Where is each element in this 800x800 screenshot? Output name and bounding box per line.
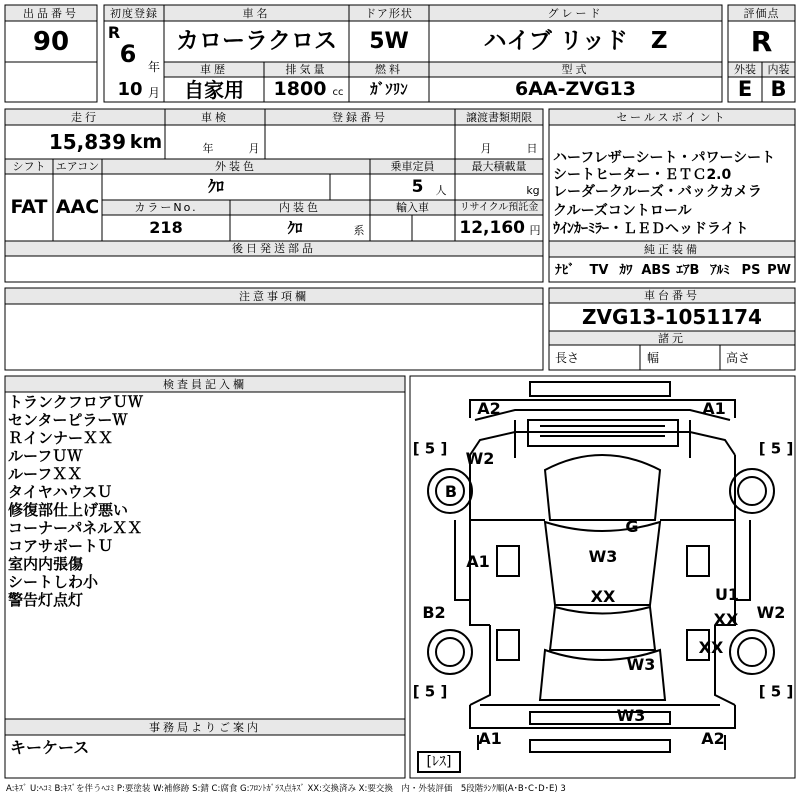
sales-point-line: シートヒーター・ＥＴＣ2.0 [553,167,732,183]
registration-number-label: 登録番号 [332,110,388,124]
inspector-notes-label: 検査員記入欄 [163,377,247,391]
damage-mark: W3 [588,547,618,566]
sales-point-line: レーダークルーズ・バックカメラ [553,184,762,200]
history-label: 車歴 [200,63,228,76]
first-registration-label: 初度登録 [110,6,158,20]
inspector-note-line: センターピラーＷ [8,411,128,429]
cc-unit: cc [332,87,344,98]
equipment-label: 純正装備 [644,242,700,256]
later-parts-label: 後日発送部品 [232,242,316,255]
month-unit: 月 [147,86,160,100]
ac-label: エアコン [55,160,100,173]
inspection-year-unit: 年 [202,141,214,155]
interior-score: B [770,77,787,101]
office-notice: キーケース [10,738,90,757]
inspector-note-line: シートしわ小 [8,573,99,591]
transfer-docs-label: 譲渡書類期限 [466,110,532,124]
chassis-number: ZVG13-1051174 [582,305,762,329]
interior-color-unit: 系 [353,223,365,237]
max-load-unit: kg [526,183,540,197]
inspector-note-line: トランクフロアＵＷ [8,393,143,411]
specs-label: 諸元 [658,331,686,345]
equipment-item: ｴｱB [676,262,700,278]
legend: A:ｷｽﾞ U:ﾍｺﾐ B:ｷｽﾞを伴うﾍｺﾐ P:要塗装 W:補修跡 S:錆 C:腐食 G:ﾌﾛﾝﾄｶﾞﾗｽ点ｷｽﾞ XX:交換済み X:要交換 内・外装評価 5段階ﾗﾝｸ順(A･B･C･D･E) 3 [6,784,566,794]
equipment-item: ﾅﾋﾞ [555,262,575,278]
office-notice-label: 事務局よりご案内 [149,720,261,734]
interior-color-label: 内装色 [279,201,321,214]
displacement-label: 排気量 [285,63,328,76]
grade: ハイブ リッド Z [483,28,668,54]
door-type-label: ドア形状 [365,6,413,20]
damage-mark: A1 [702,399,726,418]
registration-month: 10 [117,79,143,100]
history: 自家用 [184,77,244,102]
grade-label: グレード [547,6,604,20]
inspector-note-line: ルーフＸＸ [8,465,83,483]
interior-color: ｸﾛ [287,218,303,237]
car-name: カローラクロス [176,28,337,54]
exterior-score: E [737,77,753,101]
inspector-note-line: 修復部仕上げ悪い [8,501,129,519]
mileage: 15,839 [48,130,126,154]
import-label: 輸入車 [396,201,429,214]
height-label: 高さ [726,351,751,365]
spare-tire: [ﾚｽ] [426,754,452,770]
sales-points-label: セールスポイント [616,110,728,124]
equipment-item: ｱﾙﾐ [710,262,730,278]
equipment-item: ABS [641,262,671,278]
inspection-label: 車検 [201,110,229,124]
sales-point-line: クルーズコントロール [553,203,692,219]
damage-mark: U1 [714,585,740,604]
shift: FAT [10,196,48,218]
transfer-day-unit: 日 [526,141,538,155]
door-type: 5W [369,28,409,54]
color-number-label: カラーNo. [134,201,198,214]
era: R [107,23,121,42]
score: R [750,24,773,58]
damage-mark: W2 [756,603,786,622]
recycle-fee-unit: 円 [529,223,541,237]
damage-mark: XX [590,587,616,606]
inspector-note-line: 警告灯点灯 [8,591,84,609]
recycle-fee: 12,160 [459,217,525,238]
damage-mark: A1 [466,552,490,571]
inspector-note-line: コーナーパネルＸＸ [8,519,143,537]
inspector-note-line: コアサポートＵ [8,537,114,555]
capacity-unit: 人 [435,183,447,197]
damage-mark: B [444,482,458,501]
damage-mark: B2 [422,603,446,622]
mileage-label: 走行 [71,110,99,124]
registration-year: 6 [119,40,137,68]
car-name-label: 車名 [242,6,271,20]
recycle-fee-label: リサイクル預託金 [459,201,539,213]
equipment-item: ｶﾜ [619,262,633,278]
exterior-color: ｸﾛ [207,177,224,196]
capacity-label: 乗車定員 [390,160,435,173]
tire-tread-rear-left: [ 5 ] [412,682,448,701]
tire-tread-front-left: [ 5 ] [412,439,448,458]
damage-mark: W2 [465,449,495,468]
transfer-month-unit: 月 [480,141,492,155]
exterior-score-label: 外装 [734,63,756,76]
tire-tread-rear-right: [ 5 ] [758,682,794,701]
equipment-item: TV [589,262,609,278]
damage-mark: A2 [701,729,725,748]
score-label: 評価点 [743,6,780,20]
lot-number-label: 出品番号 [23,6,79,20]
damage-mark: XX [713,610,739,629]
model-code-label: 型式 [561,63,590,76]
inspector-note-line: 室内内張傷 [8,555,84,573]
color-number: 218 [149,218,183,237]
tire-tread-front-right: [ 5 ] [758,439,794,458]
max-load-label: 最大積載量 [471,160,527,173]
sales-point-line: ｳｲﾝｶｰﾐﾗｰ・ＬＥＤヘッドライト [553,221,749,237]
lot-number: 90 [32,26,70,57]
inspector-note-line: タイヤハウスＵ [8,483,113,501]
chassis-number-label: 車台番号 [644,289,700,302]
sales-point-line: ハーフレザーシート・パワーシート [553,150,776,166]
inspection-month-unit: 月 [248,141,260,155]
inspector-note-line: ＲインナーＸＸ [8,429,114,447]
length-label: 長さ [555,351,580,365]
exterior-color-label: 外装色 [215,160,257,173]
damage-mark: G [625,517,639,536]
notes-label: 注意事項欄 [239,289,309,303]
damage-mark: W3 [616,706,646,725]
equipment-item: PS [741,262,761,278]
damage-mark: XX [698,638,724,657]
year-unit: 年 [147,60,160,74]
fuel: ｶﾞｿﾘﾝ [370,80,408,98]
mileage-unit: km [129,130,163,153]
model-code: 6AA-ZVG13 [514,78,637,100]
air-conditioner: AAC [55,196,100,218]
displacement: 1800 [273,78,327,100]
equipment-item: PW [767,262,791,278]
damage-mark: A2 [477,399,501,418]
width-label: 幅 [647,351,660,365]
capacity: 5 [411,176,424,197]
inspector-note-line: ルーフＵＷ [8,447,83,465]
interior-score-label: 内装 [767,63,790,76]
fuel-label: 燃料 [375,63,403,76]
damage-mark: W3 [626,655,656,674]
shift-label: シフト [12,160,46,173]
damage-mark: A1 [478,729,502,748]
